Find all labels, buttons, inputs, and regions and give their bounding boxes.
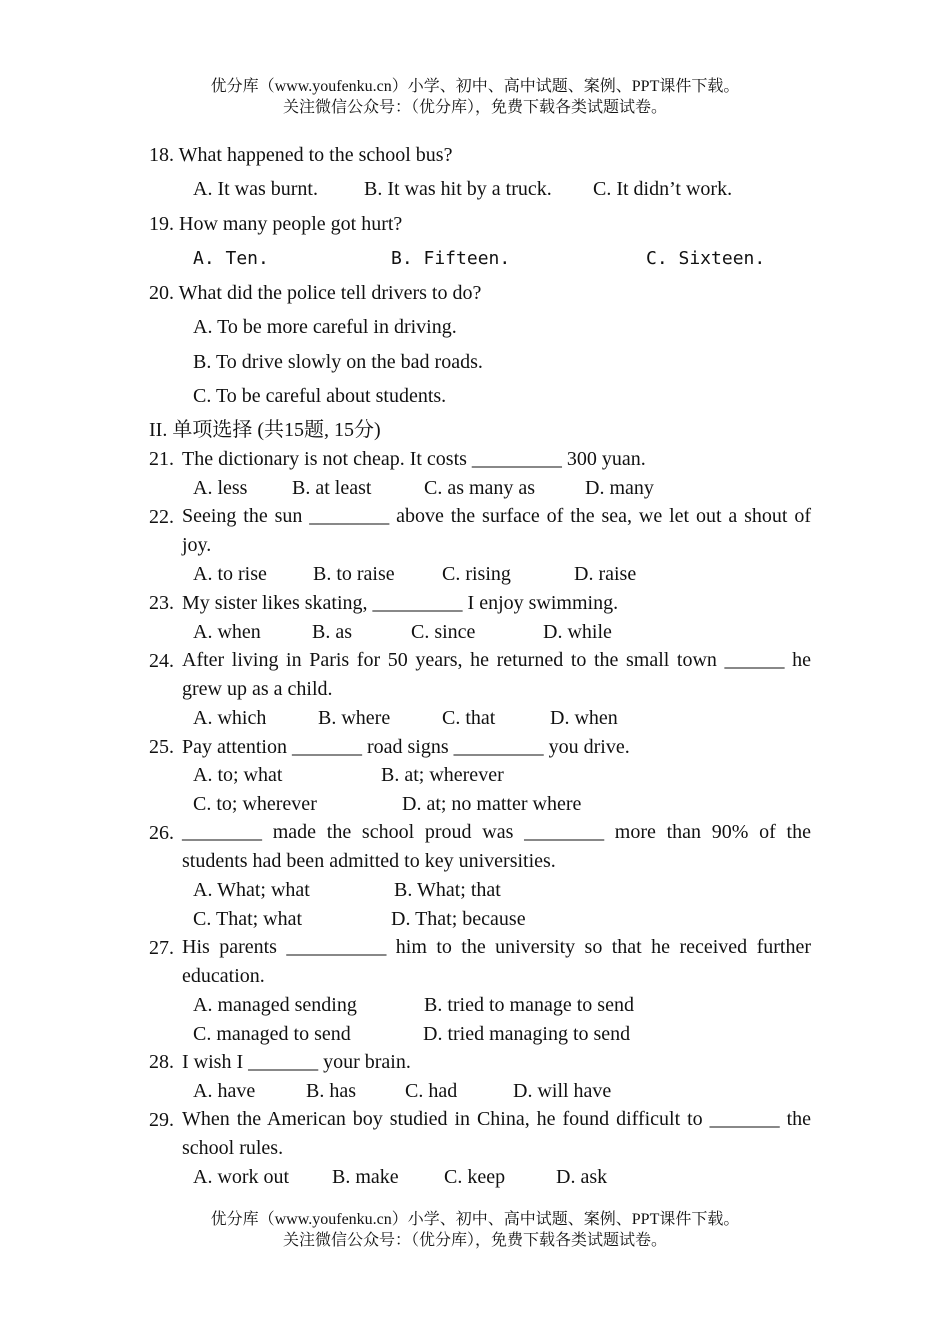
question-20 (149, 281, 481, 305)
option-26-b: B. What; that (394, 879, 501, 901)
option-27-a: A. managed sending (193, 994, 357, 1016)
option-28-d: D. will have (513, 1080, 612, 1102)
option-23-b: B. as (312, 621, 352, 643)
question-number: 28. (149, 1051, 174, 1073)
option-25-d: D. at; no matter where (402, 793, 582, 815)
question-text: Pay attention _______ road signs _________ you drive. (182, 736, 630, 758)
option-26-c: C. That; what (193, 908, 303, 930)
footer-line-2: 关注微信公众号：（优分库），免费下载各类试题试卷。 (282, 1232, 667, 1249)
question-text: My sister likes skating, _________ I enjoy swimming. (182, 592, 619, 614)
option-18-c: C. It didn’t work. (593, 178, 733, 200)
question-number: 20. (149, 282, 174, 304)
option-20-b: B. To drive slowly on the bad roads. (193, 351, 483, 373)
question-text: When the American boy studied in China, he found difficult to _______ the school rules. (182, 1108, 811, 1159)
question-text: ________ made the school proud was ________ more than 90% of the students had been admitted to key universities. (182, 821, 811, 872)
option-19-a: A. Ten. (193, 248, 269, 269)
question-text: After living in Paris for 50 years, he returned to the small town ______ he grew up as a child. (182, 649, 811, 700)
question-text: His parents __________ him to the university so that he received further education. (182, 936, 811, 987)
option-22-a: A. to rise (193, 563, 267, 585)
question-text: What happened to the school bus? (178, 144, 453, 166)
option-23-a: A. when (193, 621, 261, 643)
question-number: 27. (149, 937, 174, 959)
question-text: Seeing the sun ________ above the surface of the sea, we let out a shout of joy. (182, 505, 811, 556)
question-number: 24. (149, 650, 174, 672)
option-22-c: C. rising (442, 563, 511, 585)
question-number: 25. (149, 736, 174, 758)
option-27-b: B. tried to manage to send (424, 994, 634, 1016)
option-25-c: C. to; wherever (193, 793, 317, 815)
option-21-b: B. at least (292, 477, 372, 499)
option-26-d: D. That; because (391, 908, 526, 930)
question-18 (149, 143, 452, 167)
page-header (0, 76, 950, 118)
question-number: 19. (149, 213, 174, 235)
footer-line-1: 优分库（www.youfenku.cn）小学、初中、高中试题、案例、PPT课件下载。 (210, 1211, 740, 1228)
question-19 (149, 212, 402, 236)
option-18-a: A. It was burnt. (193, 178, 318, 200)
question-number: 22. (149, 506, 174, 528)
option-29-c: C. keep (444, 1166, 506, 1188)
option-29-b: B. make (332, 1166, 399, 1188)
question-text: The dictionary is not cheap. It costs _________ 300 yuan. (182, 448, 646, 470)
option-20-c: C. To be careful about students. (193, 385, 447, 407)
option-29-d: D. ask (556, 1166, 608, 1188)
option-25-b: B. at; wherever (381, 764, 504, 786)
question-text: How many people got hurt? (179, 213, 403, 235)
option-28-b: B. has (306, 1080, 356, 1102)
question-number: 21. (149, 448, 174, 470)
option-23-c: C. since (411, 621, 476, 643)
option-28-a: A. have (193, 1080, 256, 1102)
header-line-2: 关注微信公众号：（优分库），免费下载各类试题试卷。 (282, 99, 667, 116)
option-28-c: C. had (405, 1080, 458, 1102)
option-18-b: B. It was hit by a truck. (364, 178, 552, 200)
option-26-a: A. What; what (193, 879, 310, 901)
header-line-1: 优分库（www.youfenku.cn）小学、初中、高中试题、案例、PPT课件下载。 (210, 78, 740, 95)
question-number: 26. (149, 822, 174, 844)
option-21-a: A. less (193, 477, 248, 499)
option-22-d: D. raise (574, 563, 637, 585)
question-text: I wish I _______ your brain. (182, 1051, 411, 1073)
option-25-a: A. to; what (193, 764, 283, 786)
option-27-d: D. tried managing to send (423, 1023, 631, 1045)
option-24-c: C. that (442, 707, 496, 729)
option-27-c: C. managed to send (193, 1023, 351, 1045)
option-21-d: D. many (585, 477, 654, 499)
option-24-d: D. when (550, 707, 618, 729)
option-24-b: B. where (318, 707, 391, 729)
question-number: 29. (149, 1109, 174, 1131)
option-19-b: B. Fifteen. (391, 248, 511, 269)
option-22-b: B. to raise (313, 563, 395, 585)
section-title: II. 单项选择 (共15题, 15分) (149, 419, 381, 441)
option-21-c: C. as many as (424, 477, 536, 499)
question-number: 23. (149, 592, 174, 614)
question-text: What did the police tell drivers to do? (178, 282, 482, 304)
page-footer (0, 1209, 950, 1251)
option-24-a: A. which (193, 707, 267, 729)
option-19-c: C. Sixteen. (646, 248, 766, 269)
option-23-d: D. while (543, 621, 612, 643)
option-20-a: A. To be more careful in driving. (193, 316, 457, 338)
question-number: 18. (149, 144, 174, 166)
option-29-a: A. work out (193, 1166, 290, 1188)
